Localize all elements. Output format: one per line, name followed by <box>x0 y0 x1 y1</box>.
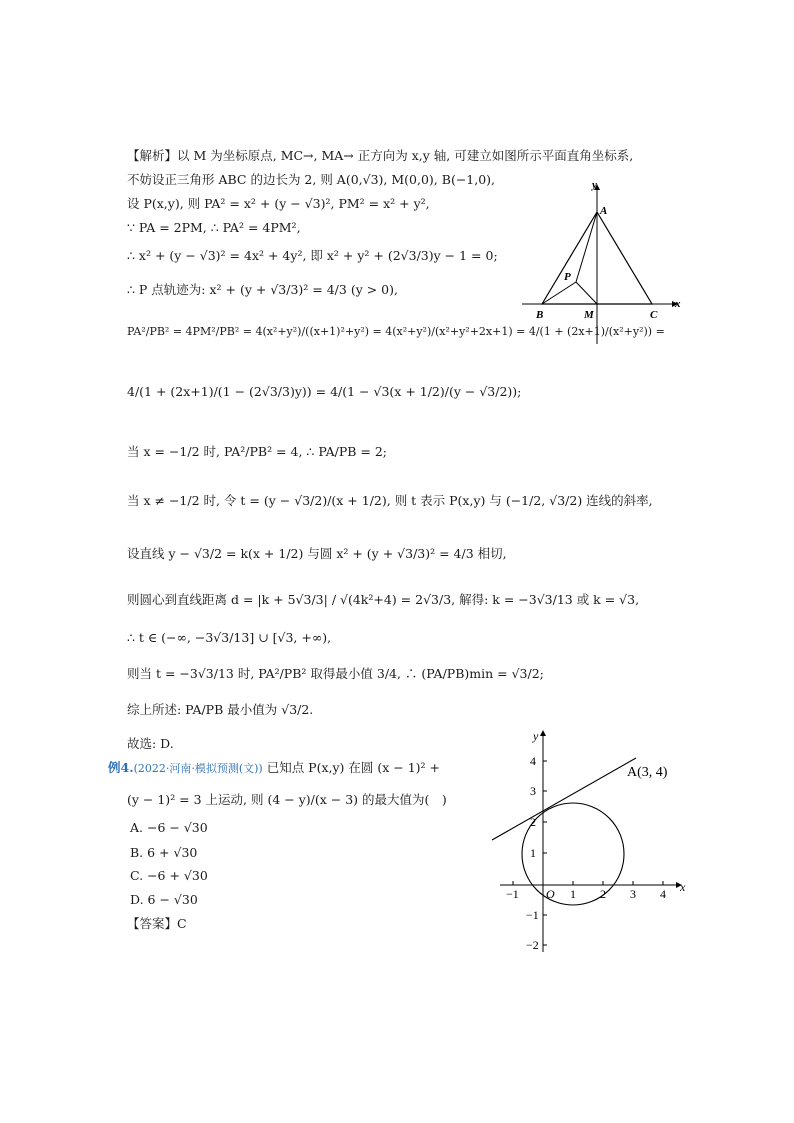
y-tick-label: 4 <box>530 754 536 768</box>
solution-line-8: 4/(1 + (2x+1)/(1 − (2√3/3)y)) = 4/(1 − √3(x + 1/2)/(y − √3/2)); <box>127 384 522 399</box>
solution-line-13: ∴ t ∈ (−∞, −3√3/13] ∪ [√3, +∞), <box>127 630 332 645</box>
y-tick-label: 1 <box>530 846 536 860</box>
solution-line-14: 则当 t = −3√3/13 时, PA²/PB² 取得最小值 3/4, ∴ (PA/PB)min = √3/2; <box>127 666 544 681</box>
x-tick-label: −1 <box>506 887 519 901</box>
segment-pm <box>576 282 597 304</box>
y-tick-label: 3 <box>530 784 536 798</box>
solution-line-5: ∴ x² + (y − √3)² = 4x² + 4y², 即 x² + y² + (2√3/3)y − 1 = 0; <box>127 248 498 263</box>
solution-line-9: 当 x = −1/2 时, PA²/PB² = 4, ∴ PA/PB = 2; <box>127 444 388 459</box>
example-heading <box>108 760 440 777</box>
x-tick-label: 1 <box>570 887 576 901</box>
answer: 【答案】C <box>127 916 187 931</box>
segment-pa <box>576 212 597 282</box>
figure-circle <box>490 726 690 956</box>
label-m: M <box>584 309 594 321</box>
point-a-label: A(3, 4) <box>627 765 668 780</box>
label-y: y <box>592 179 597 191</box>
label-p: P <box>564 271 571 283</box>
solution-line-11: 设直线 y − √3/2 = k(x + 1/2) 与圆 x² + (y + √3/3)² = 4/3 相切, <box>127 546 507 561</box>
y-axis-arrow <box>540 730 546 736</box>
option-b: B. 6 + √30 <box>130 845 198 860</box>
y-tick-label: −1 <box>526 908 539 922</box>
solution-line-3: 设 P(x,y), 则 PA² = x² + (y − √3)², PM² = x² + y², <box>127 196 430 211</box>
x-tick-label: 3 <box>630 887 636 901</box>
example-source: (2022·河南·模拟预测(文)) <box>133 762 263 775</box>
x-tick-label: 2 <box>600 887 606 901</box>
y-tick-label: 2 <box>530 815 536 829</box>
option-a: A. −6 − √30 <box>130 820 208 835</box>
solution-line-4: ∵ PA = 2PM, ∴ PA² = 4PM², <box>127 220 301 235</box>
origin-label: O <box>546 887 555 901</box>
example-stem-2: (y − 1)² = 3 上运动, 则 (4 − y)/(x − 3) 的最大值为( ) <box>127 792 447 807</box>
y-tick-label: −2 <box>526 938 539 952</box>
example-stem-1: 已知点 P(x,y) 在圆 (x − 1)² + <box>266 760 441 775</box>
segment-pb <box>542 282 576 304</box>
label-b: B <box>536 309 544 321</box>
solution-line-15: 综上所述: PA/PB 最小值为 √3/2. <box>127 702 314 717</box>
option-d: D. 6 − √30 <box>130 892 198 907</box>
y-axis-label: y <box>533 729 539 743</box>
label-x: x <box>675 298 681 310</box>
solution-line-7: PA²/PB² = 4PM²/PB² = 4(x²+y²)/((x+1)²+y²) = 4(x²+y²)/(x²+y²+2x+1) = 4/(1 + (2x+1)/(x²+y²)) = <box>127 325 665 338</box>
solution-line-6: ∴ P 点轨迹为: x² + (y + √3/3)² = 4/3 (y > 0), <box>127 282 398 297</box>
x-axis-label: x <box>680 880 686 894</box>
tangent-line <box>492 758 636 840</box>
solution-line-2: 不妨设正三角形 ABC 的边长为 2, 则 A(0,√3), M(0,0), B(−1,0), <box>127 172 496 187</box>
x-tick-label: 4 <box>660 887 666 901</box>
figure-triangle <box>520 176 685 346</box>
solution-line-10: 当 x ≠ −1/2 时, 令 t = (y − √3/2)/(x + 1/2), 则 t 表示 P(x,y) 与 (−1/2, √3/2) 连线的斜率, <box>127 493 653 508</box>
solution-line-1: 【解析】以 M 为坐标原点, MC→, MA→ 正方向为 x,y 轴, 可建立如图所示平面直角坐标系, <box>127 148 634 163</box>
example-label: 例4. <box>108 760 134 775</box>
solution-line-12: 则圆心到直线距离 d = |k + 5√3/3| / √(4k²+4) = 2√3/3, 解得: k = −3√3/13 或 k = √3, <box>127 592 640 607</box>
solution-line-16: 故选: D. <box>127 736 174 751</box>
label-a: A <box>600 205 608 217</box>
option-c: C. −6 + √30 <box>130 868 208 883</box>
label-c: C <box>650 309 658 321</box>
